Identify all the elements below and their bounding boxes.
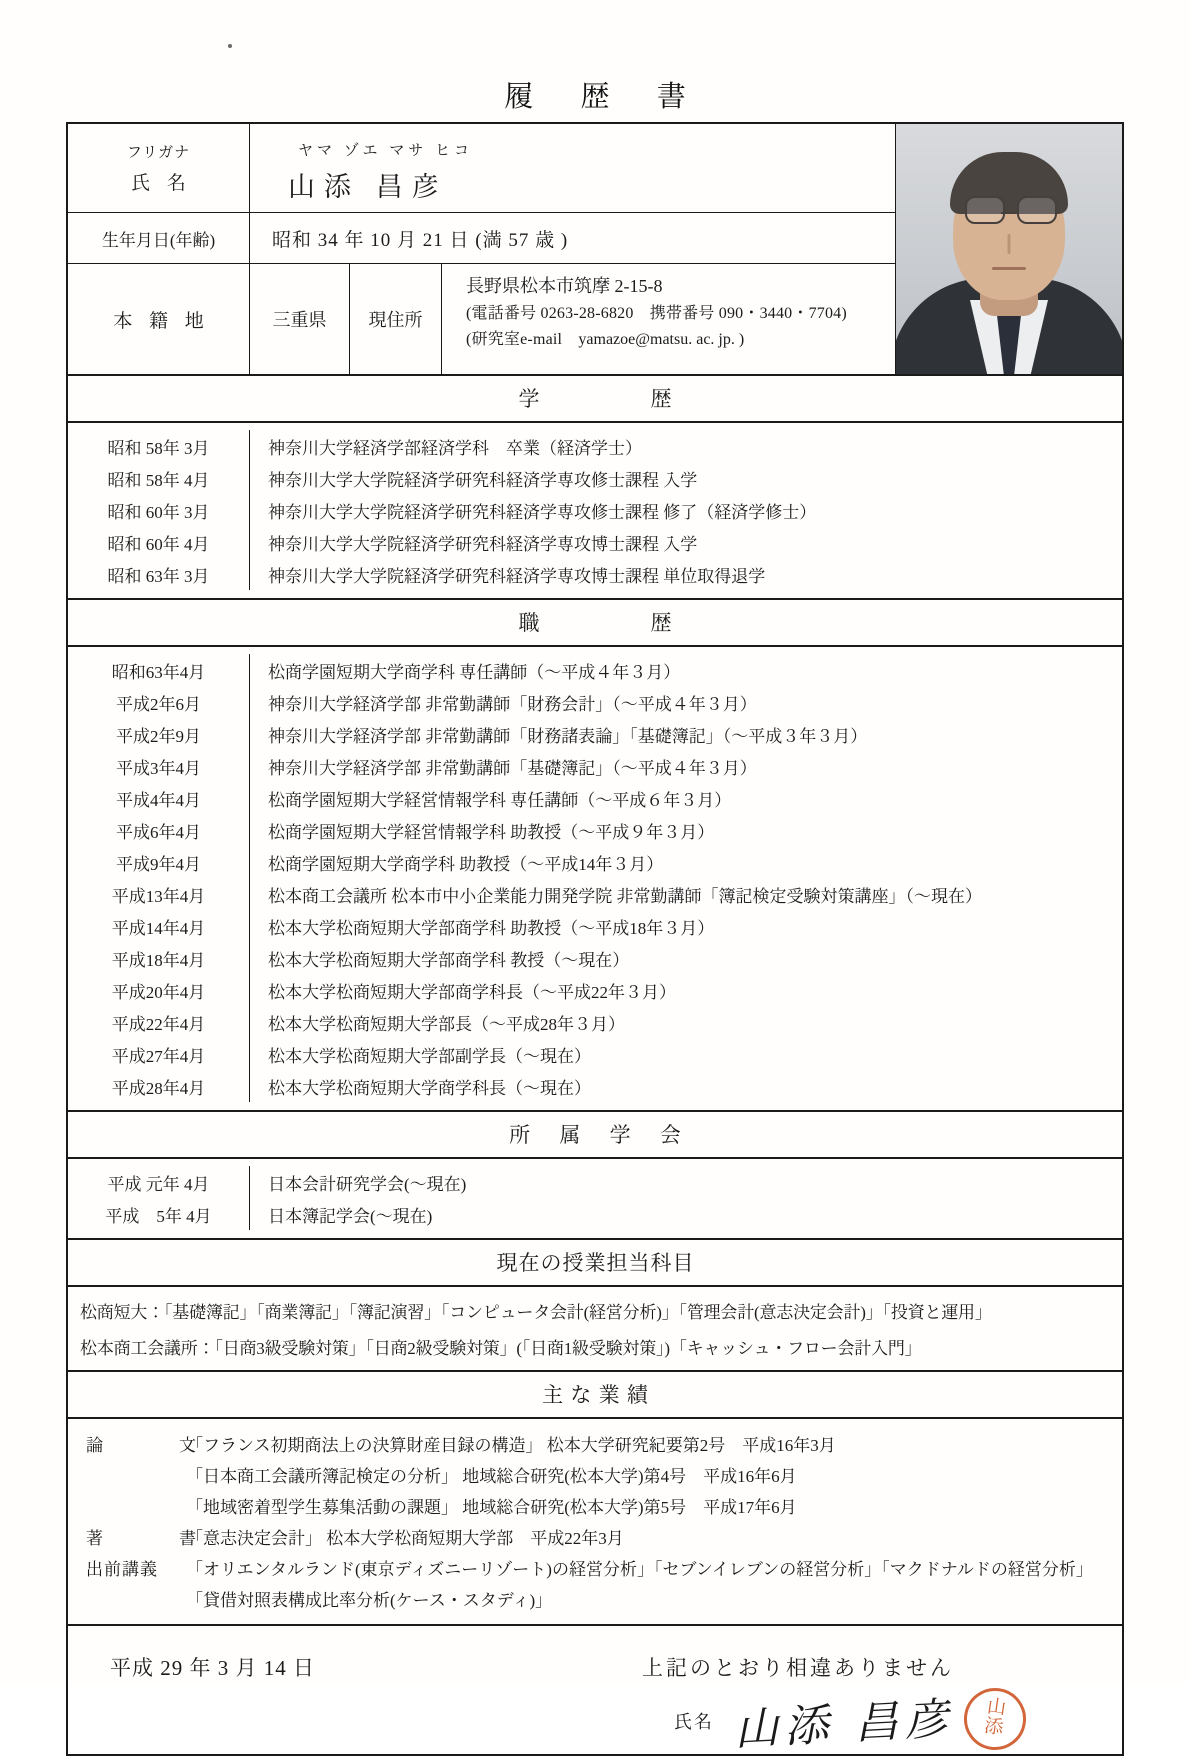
work-entry-date: 平成22年4月 xyxy=(68,1006,250,1038)
achievement-text: 「日本商工会議所簿記検定の分析」 地域総合研究(松本大学)第4号 平成16年6月 xyxy=(186,1467,797,1486)
work-entry-description: 松商学園短期大学経営情報学科 専任講師（〜平成６年３月） xyxy=(268,791,732,810)
achievement-text: 「地域密着型学生募集活動の課題」 地域総合研究(松本大学)第5号 平成17年6月 xyxy=(186,1498,797,1517)
achievement-text: 「貸借対照表構成比率分析(ケース・スタディ)」 xyxy=(186,1591,553,1610)
birthdate-label: 生年月日(年齢) xyxy=(68,213,250,263)
work-entry-date: 平成3年4月 xyxy=(68,750,250,782)
work-entry-description: 松本商工会議所 松本市中小企業能力開発学院 非常勤講師「簿記検定受験対策講座」（〜現在） xyxy=(268,887,982,906)
work-entry-description: 松商学園短期大学商学科 助教授（〜平成14年３月） xyxy=(268,855,664,874)
hanko-bottom: 添 xyxy=(982,1715,1005,1740)
work-entry-row xyxy=(68,942,1122,974)
hanko-top: 山 xyxy=(985,1695,1008,1720)
resume-sheet xyxy=(66,122,1124,1756)
course-line: 松本商工会議所：「日商3級受験対策」「日商2級受験対策」(「日商1級受験対策」)「キャッシュ・フロー会計入門」 xyxy=(80,1339,922,1358)
achievements-table xyxy=(68,1417,1122,1624)
courses-heading: 現在の授業担当科目 xyxy=(68,1238,1122,1285)
societies-table xyxy=(68,1157,1122,1238)
work-entry-description: 神奈川大学経済学部 非常勤講師「財務会計」（〜平成４年３月） xyxy=(268,695,757,714)
handwritten-signature: 山添 昌彦 xyxy=(733,1693,956,1756)
work-entry-date: 平成20年4月 xyxy=(68,974,250,1006)
page-title: 履 歴 書 xyxy=(504,81,706,113)
work-entry-row xyxy=(68,878,1122,910)
identity-block xyxy=(68,124,1122,374)
education-entry-date: 昭和 58年 3月 xyxy=(68,430,250,462)
achievement-label-spacer xyxy=(68,1586,186,1611)
achievement-label-spacer xyxy=(68,1493,186,1518)
current-address-label: 現住所 xyxy=(350,264,442,374)
work-entry-row xyxy=(68,974,1122,1006)
email-value: yamazoe@matsu. ac. jp. ) xyxy=(578,331,745,349)
work-entry-row xyxy=(68,1070,1122,1102)
work-entry-description: 神奈川大学経済学部 非常勤講師「財務諸表論」「基礎簿記」（〜平成３年３月） xyxy=(268,727,868,746)
scan-speck xyxy=(228,44,232,48)
courses-table xyxy=(68,1285,1122,1370)
education-entry-date: 昭和 63年 3月 xyxy=(68,558,250,590)
work-entry-row xyxy=(68,654,1122,686)
work-entry-date: 平成2年9月 xyxy=(68,718,250,750)
achievement-row xyxy=(68,1521,1122,1552)
society-entry-description: 日本簿記学会(〜現在) xyxy=(268,1207,433,1226)
email-prefix: (研究室e-mail xyxy=(466,331,579,349)
work-entry-row xyxy=(68,718,1122,750)
work-entry-description: 松本大学松商短期大学部副学長（〜現在） xyxy=(268,1047,591,1066)
address-line-3 xyxy=(466,327,895,353)
education-entry-date: 昭和 58年 4月 xyxy=(68,462,250,494)
work-entry-description: 松本大学松商短期大学部商学科 助教授（〜平成18年３月） xyxy=(268,919,715,938)
work-entry-row xyxy=(68,1006,1122,1038)
work-entry-row xyxy=(68,782,1122,814)
achievements-heading: 主 な 業 績 xyxy=(68,1370,1122,1417)
work-entry-date: 平成9年4月 xyxy=(68,846,250,878)
furigana-label: フリガナ xyxy=(126,145,191,161)
society-entry-row xyxy=(68,1166,1122,1198)
work-entry-row xyxy=(68,750,1122,782)
name-labels xyxy=(68,124,250,212)
achievement-category-label: 著 書 xyxy=(86,1529,210,1548)
name-value: 山添 昌彦 xyxy=(288,171,448,202)
footer-date: 平成 29 年 3 月 14 日 xyxy=(110,1656,315,1680)
society-entry-description: 日本会計研究学会(〜現在) xyxy=(268,1175,467,1194)
footer-signature-area xyxy=(568,1626,1122,1754)
education-entry-description: 神奈川大学大学院経済学研究科経済学専攻修士課程 修了（経済学修士） xyxy=(268,503,817,522)
address-line-2: (電話番号 0263-28-6820 携帯番号 090・3440・7704) xyxy=(466,305,847,323)
education-heading: 学 歴 xyxy=(68,374,1122,421)
work-entry-row xyxy=(68,910,1122,942)
work-entry-description: 松本大学松商短期大学部商学科 教授（〜現在） xyxy=(268,951,630,970)
societies-heading: 所 属 学 会 xyxy=(68,1110,1122,1157)
society-entry-row xyxy=(68,1198,1122,1230)
achievement-row xyxy=(68,1583,1122,1614)
education-entry-description: 神奈川大学経済学部経済学科 卒業（経済学士） xyxy=(268,439,642,458)
education-entry-description: 神奈川大学大学院経済学研究科経済学専攻博士課程 入学 xyxy=(268,535,698,554)
registered-domicile-value: 三重県 xyxy=(250,264,350,374)
current-address-value xyxy=(442,264,895,374)
course-line: 松商短大：「基礎簿記」「商業簿記」「簿記演習」「コンピュータ会計(経営分析)」「管理会計(意志決定会計)」「投資と運用」 xyxy=(80,1303,992,1322)
education-entry-row xyxy=(68,558,1122,590)
achievement-row xyxy=(68,1552,1122,1583)
identity-fields xyxy=(68,124,896,374)
education-entry-row xyxy=(68,526,1122,558)
education-entry-date: 昭和 60年 3月 xyxy=(68,494,250,526)
achievement-row xyxy=(68,1459,1122,1490)
work-entry-description: 神奈川大学経済学部 非常勤講師「基礎簿記」（〜平成４年３月） xyxy=(268,759,757,778)
work-entry-date: 平成28年4月 xyxy=(68,1070,250,1102)
work-entry-date: 平成18年4月 xyxy=(68,942,250,974)
achievement-category-label: 論 文 xyxy=(86,1436,210,1455)
achievement-text: 「オリエンタルランド(東京ディズニーリゾート)の経営分析」「セブンイレブンの経営分析」「マクドナルドの経営分析」 xyxy=(186,1560,1093,1579)
work-entry-date: 平成2年6月 xyxy=(68,686,250,718)
work-entry-date: 平成14年4月 xyxy=(68,910,250,942)
society-entry-date: 平成 元年 4月 xyxy=(68,1166,250,1198)
education-table xyxy=(68,421,1122,598)
work-entry-date: 昭和63年4月 xyxy=(68,654,250,686)
photo-cell xyxy=(896,124,1122,374)
confirmation-text: 上記のとおり相違ありません xyxy=(642,1656,954,1680)
footer-block xyxy=(68,1624,1122,1754)
work-table xyxy=(68,645,1122,1110)
work-entry-description: 松商学園短期大学商学科 専任講師（〜平成４年３月） xyxy=(268,663,681,682)
work-entry-date: 平成6年4月 xyxy=(68,814,250,846)
work-entry-row xyxy=(68,846,1122,878)
hanko-seal-icon xyxy=(960,1684,1030,1754)
address-row xyxy=(68,263,895,374)
society-entry-date: 平成 5年 4月 xyxy=(68,1198,250,1230)
education-entry-row xyxy=(68,462,1122,494)
education-entry-row xyxy=(68,494,1122,526)
name-values xyxy=(250,124,895,212)
achievement-category-label: 出前講義 xyxy=(86,1560,158,1579)
work-entry-date: 平成27年4月 xyxy=(68,1038,250,1070)
work-heading: 職 歴 xyxy=(68,598,1122,645)
name-label: 氏 名 xyxy=(131,173,192,194)
work-entry-row xyxy=(68,814,1122,846)
work-entry-row xyxy=(68,686,1122,718)
achievement-row xyxy=(68,1428,1122,1459)
name-row xyxy=(68,124,895,212)
achievement-text: 「フランス初期商法上の決算財産目録の構造」 松本大学研究紀要第2号 平成16年3月 xyxy=(186,1436,836,1455)
work-entry-date: 平成4年4月 xyxy=(68,782,250,814)
achievement-row xyxy=(68,1490,1122,1521)
work-entry-description: 松本大学松商短期大学部長（〜平成28年３月） xyxy=(268,1015,625,1034)
portrait-photo xyxy=(896,124,1122,374)
birthdate-row xyxy=(68,212,895,263)
education-entry-description: 神奈川大学大学院経済学研究科経済学専攻博士課程 単位取得退学 xyxy=(268,567,766,586)
education-entry-row xyxy=(68,430,1122,462)
work-entry-description: 松本大学松商短期大学部商学科長（〜平成22年３月） xyxy=(268,983,676,1002)
address-line-1: 長野県松本市筑摩 2-15-8 xyxy=(466,276,663,296)
education-entry-description: 神奈川大学大学院経済学研究科経済学専攻修士課程 入学 xyxy=(268,471,698,490)
furigana-value: ヤマ ゾエ マサ ヒコ xyxy=(298,142,473,159)
work-entry-date: 平成13年4月 xyxy=(68,878,250,910)
achievement-label-spacer xyxy=(68,1462,186,1487)
work-entry-description: 松本大学松商短期大学商学科長（〜現在） xyxy=(268,1079,591,1098)
education-entry-date: 昭和 60年 4月 xyxy=(68,526,250,558)
work-entry-row xyxy=(68,1038,1122,1070)
work-entry-description: 松商学園短期大学経営情報学科 助教授（〜平成９年３月） xyxy=(268,823,715,842)
registered-domicile-label: 本 籍 地 xyxy=(68,264,250,374)
achievement-text: 「意志決定会計」 松本大学松商短期大学部 平成22年3月 xyxy=(186,1529,624,1548)
signature-label: 氏名 xyxy=(674,1712,714,1732)
birthdate-value: 昭和 34 年 10 月 21 日 (満 57 歳 ) xyxy=(272,229,569,251)
